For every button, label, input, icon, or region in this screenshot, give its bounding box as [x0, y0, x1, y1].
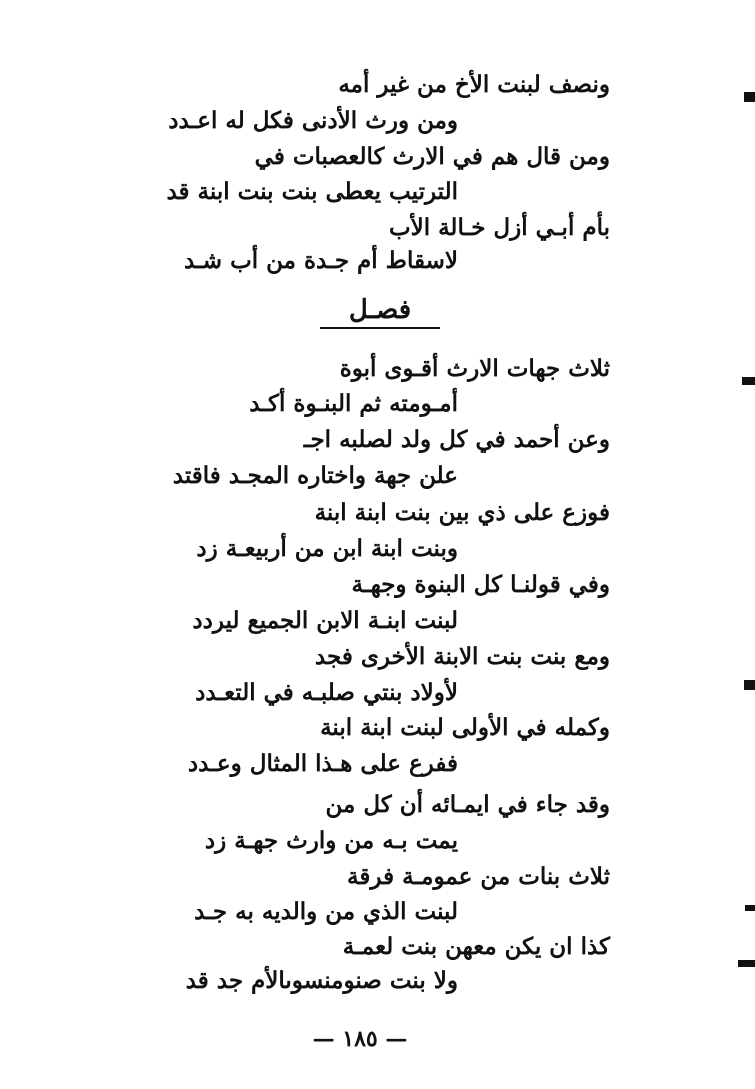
verse-line-2-1: ثلاث جهات الارث أقـوى أبوة	[339, 355, 610, 382]
scan-edge-mark	[742, 377, 755, 385]
verse-line-1-6: لاسقاط أم جـدة من أب شـد	[183, 247, 458, 274]
verse-line-2-6: وبنت ابنة ابن من أربيعـة زد	[196, 535, 458, 562]
section-heading: فصـل	[320, 293, 440, 329]
page-number: — ١٨٥ —	[312, 1026, 408, 1052]
verse-line-2-9: ومع بنت بنت الابنة الأخرى فجد	[314, 643, 610, 670]
verse-line-2-8: لبنت ابنـة الابن الجميع ليردد	[192, 607, 458, 634]
verse-line-2-14: يمت بـه من وارث جهـة زد	[204, 827, 458, 854]
verse-line-2-16: لبنت الذي من والديه به جـد	[194, 898, 458, 925]
verse-line-1-4: الترتيب يعطى بنت بنت ابنة قد	[166, 178, 458, 205]
verse-line-1-5: بأم أبـي أزل خـالة الأب	[388, 214, 610, 241]
verse-line-2-5: فوزع على ذي بين بنت ابنة ابنة	[314, 499, 610, 526]
verse-line-2-3: وعن أحمد في كل ولد لصلبه اجـ	[303, 426, 610, 453]
verse-line-2-15: ثلاث بنات من عمومـة فرقة	[347, 863, 610, 890]
verse-line-1-1: ونصف لبنت الأخ من غير أمه	[338, 71, 610, 98]
verse-line-2-12: ففرع على هـذا المثال وعـدد	[187, 750, 458, 777]
scan-edge-mark	[738, 960, 755, 967]
verse-line-2-18: ولا بنت صنومنسوىالأم جد قد	[185, 967, 458, 994]
verse-line-2-2: أمـومته ثم البنـوة أكـد	[249, 390, 458, 417]
verse-line-2-4: علن جهة واختاره المجـد فاقتد	[172, 462, 458, 489]
verse-line-2-11: وكمله في الأولى لبنت ابنة ابنة	[320, 714, 610, 741]
verse-line-1-3: ومن قال هم في الارث كالعصبات في	[254, 143, 610, 170]
scan-edge-mark	[744, 92, 755, 102]
verse-line-1-2: ومن ورث الأدنى فكل له اعـدد	[168, 107, 458, 134]
scan-edge-mark	[744, 680, 755, 690]
verse-line-2-7: وفي قولنـا كل البنوة وجهـة	[351, 571, 610, 598]
verse-line-2-10: لأولاد بنتي صلبـه في التعـدد	[195, 679, 458, 706]
scan-edge-mark	[745, 905, 755, 911]
verse-line-2-17: كذا ان يكن معهن بنت لعمـة	[342, 933, 610, 960]
verse-line-2-13: وقد جاء في ايمـائه أن كل من	[325, 791, 610, 818]
